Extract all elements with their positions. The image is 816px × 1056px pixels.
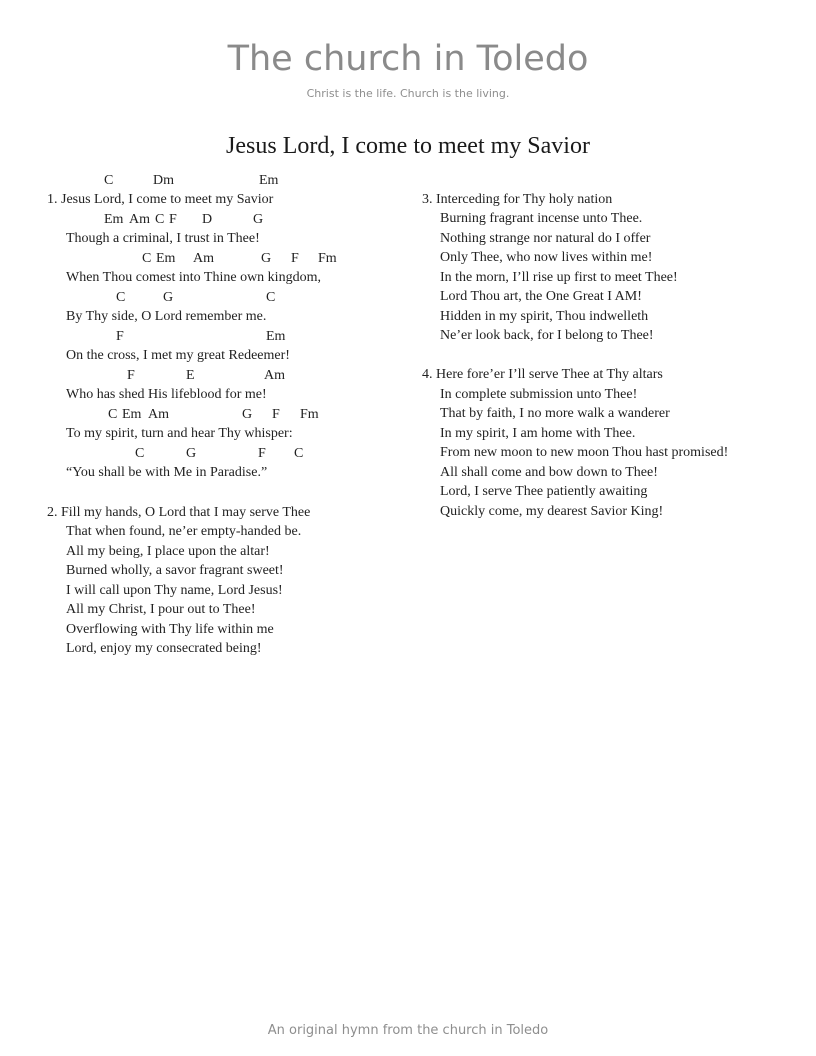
chord: F — [258, 446, 266, 461]
chord: Em — [156, 251, 176, 266]
lyric-text: When Thou comest into Thine own kingdom, — [66, 270, 321, 285]
lyric-text: Lord Thou art, the One Great I AM! — [440, 289, 642, 304]
chord: F — [127, 368, 135, 383]
chord: G — [261, 251, 272, 266]
chord: Dm — [153, 173, 174, 188]
chord: Am — [193, 251, 214, 266]
chord: F — [291, 251, 299, 266]
lyric-text: Burning fragrant incense unto Thee. — [440, 211, 643, 226]
lyric-text: Though a criminal, I trust in Thee! — [66, 231, 260, 246]
chord: E — [186, 368, 195, 383]
lyric-text: Hidden in my spirit, Thou indwelleth — [440, 309, 649, 324]
chord: C — [142, 251, 152, 266]
chord: C — [294, 446, 304, 461]
verse-line — [422, 191, 612, 209]
church-tagline: Christ is the life. Church is the living. — [306, 87, 510, 100]
chord: Am — [264, 368, 285, 383]
lyric-text: On the cross, I met my great Redeemer! — [66, 348, 290, 363]
lyric-text: “You shall be with Me in Paradise.” — [66, 465, 268, 480]
chord: Am — [148, 407, 169, 422]
lyric-text: Ne’er look back, for I belong to Thee! — [440, 328, 654, 343]
lyric-text: Who has shed His lifeblood for me! — [66, 387, 267, 402]
chord: F — [272, 407, 280, 422]
lyric-text: All shall come and bow down to Thee! — [440, 465, 658, 480]
lyric-text: That when found, ne’er empty-handed be. — [66, 524, 302, 539]
footer-credit: An original hymn from the church in Toledo — [267, 1023, 549, 1038]
lyric-text: In complete submission unto Thee! — [440, 387, 638, 402]
lyric-text: Fill my hands, O Lord that I may serve Thee — [61, 505, 311, 520]
chord: C — [266, 290, 276, 305]
verse-number: 4. — [422, 367, 433, 382]
chord: Em — [104, 212, 124, 227]
lyric-text: To my spirit, turn and hear Thy whisper: — [66, 426, 293, 441]
verse-number: 2. — [47, 505, 58, 520]
chord: D — [202, 212, 213, 227]
lyric-text: In my spirit, I am home with Thee. — [440, 426, 636, 441]
chord: G — [163, 290, 174, 305]
lyric-text: Interceding for Thy holy nation — [436, 192, 613, 207]
chord: Em — [259, 173, 279, 188]
lyric-text: Only Thee, who now lives within me! — [440, 250, 653, 265]
chord: G — [186, 446, 197, 461]
chord: C — [116, 290, 126, 305]
verse-line — [47, 191, 273, 209]
lyric-text: Quickly come, my dearest Savior King! — [440, 504, 664, 519]
verse-number: 3. — [422, 192, 433, 207]
chord: C — [108, 407, 118, 422]
chord: C — [104, 173, 114, 188]
lyric-text: Lord, I serve Thee patiently awaiting — [440, 484, 648, 499]
lyric-text: Lord, enjoy my consecrated being! — [66, 641, 262, 656]
chord: F — [169, 212, 177, 227]
chord: Em — [266, 329, 286, 344]
lyric-text: Jesus Lord, I come to meet my Savior — [61, 192, 274, 207]
lyric-text: Burned wholly, a savor fragrant sweet! — [66, 563, 284, 578]
chord: F — [116, 329, 124, 344]
verse-number: 1. — [47, 192, 58, 207]
lyric-text: That by faith, I no more walk a wanderer — [440, 406, 670, 421]
lyric-text: All my Christ, I pour out to Thee! — [66, 602, 256, 617]
chord: Fm — [300, 407, 319, 422]
verse-line — [422, 366, 663, 384]
chord: Em — [122, 407, 142, 422]
verse-line — [47, 504, 310, 522]
song-title: Jesus Lord, I come to meet my Savior — [226, 133, 590, 159]
chord: G — [253, 212, 264, 227]
lyric-text: Overflowing with Thy life within me — [66, 622, 274, 637]
chord: Am — [129, 212, 150, 227]
church-name-heading: The church in Toledo — [227, 39, 589, 79]
lyric-text: In the morn, I’ll rise up first to meet Thee! — [440, 270, 678, 285]
chord: C — [155, 212, 165, 227]
lyric-text: I will call upon Thy name, Lord Jesus! — [66, 583, 283, 598]
chord: G — [242, 407, 253, 422]
lyric-text: All my being, I place upon the altar! — [66, 544, 270, 559]
lyric-text: Nothing strange nor natural do I offer — [440, 231, 651, 246]
lyric-text: From new moon to new moon Thou hast promised! — [440, 445, 729, 460]
lyric-text: By Thy side, O Lord remember me. — [66, 309, 267, 324]
lyric-text: Here fore’er I’ll serve Thee at Thy altars — [436, 367, 663, 382]
chord: Fm — [318, 251, 337, 266]
chord: C — [135, 446, 145, 461]
